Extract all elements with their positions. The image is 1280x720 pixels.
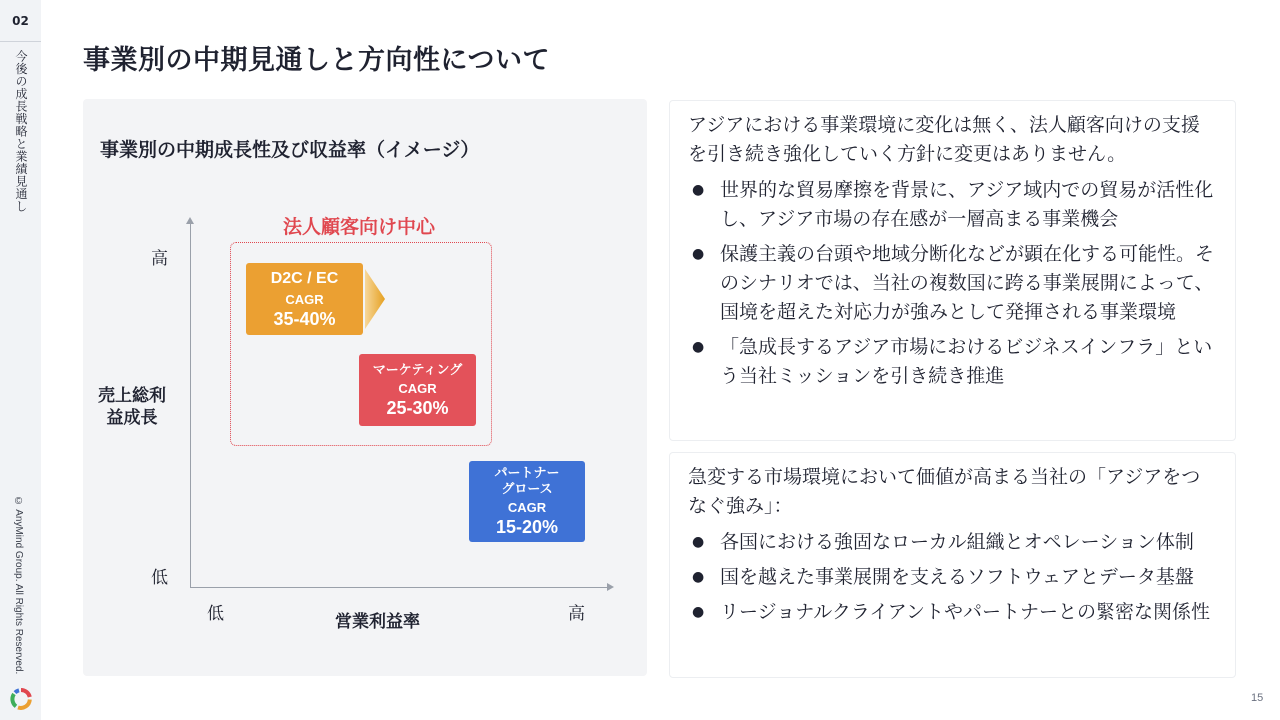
y-axis-low-label: 低: [151, 568, 168, 588]
segment-cagr: 35-40%: [273, 308, 336, 329]
y-axis: [190, 223, 191, 587]
y-axis-title: 売上総利益成長: [98, 386, 166, 428]
outlook-bullet-list: [688, 176, 1216, 391]
list-item: ● 国を越えた事業展開を支えるソフトウェアとデータ基盤: [688, 563, 1216, 592]
segment-metric: CAGR: [507, 500, 547, 515]
corporate-group-label: 法人顧客向け中心: [283, 216, 436, 238]
list-item: ● 世界的な貿易摩擦を背景に、アジア域内での貿易が活性化し、アジア市場の存在感が一層高まる事業機会: [688, 176, 1216, 234]
y-axis-high-label: 高: [151, 249, 168, 269]
list-item: ● 各国における強固なローカル組織とオペレーション体制: [688, 528, 1216, 557]
partner-growth-segment: [469, 461, 585, 542]
segment-cagr: 25-30%: [386, 398, 449, 418]
segment-name: マーケティング: [372, 362, 463, 377]
x-axis: [190, 587, 608, 588]
segment-name-line1: パートナー: [494, 465, 560, 480]
x-axis-low-label: 低: [207, 604, 224, 624]
section-title: 今後の成長戦略と業績見通し: [14, 50, 28, 213]
x-axis-high-label: 高: [568, 604, 585, 624]
copyright-text: © AnyMind Group. All Rights Reserved.: [13, 496, 24, 675]
slide-number: 02: [0, 0, 41, 42]
strengths-card: [669, 452, 1236, 678]
segment-metric: CAGR: [398, 381, 437, 396]
anymind-logo-icon: [10, 688, 32, 710]
list-item: ● 保護主義の台頭や地域分断化などが顕在化する可能性。そのシナリオでは、当社の複数国に跨る事業展開によって、国境を超えた対応力が強みとして発揮される事業環境: [688, 240, 1216, 327]
page-title: 事業別の中期見通しと方向性について: [83, 45, 550, 76]
strengths-bullet-list: [688, 528, 1216, 627]
x-axis-title: 営業利益率: [335, 612, 420, 632]
outlook-intro: アジアにおける事業環境に変化は無く、法人顧客向けの支援を引き続き強化していく方針に変更はありません。: [688, 114, 1200, 165]
strengths-intro: 急変する市場環境において価値が高まる当社の「アジアをつなぐ強み」：: [688, 466, 1201, 517]
page-number: 15: [1251, 692, 1264, 704]
chart-panel: [83, 99, 647, 676]
chart-title: 事業別の中期成長性及び収益率（イメージ）: [100, 139, 480, 161]
list-item: ● リージョナルクライアントやパートナーとの緊密な関係性: [688, 598, 1216, 627]
segment-cagr: 15-20%: [495, 517, 559, 537]
list-item: ● 「急成長するアジア市場におけるビジネスインフラ」という当社ミッションを引き続き推進: [688, 333, 1216, 391]
d2c-ec-segment: [246, 263, 363, 335]
sidebar: [0, 0, 41, 720]
segment-metric: CAGR: [285, 291, 324, 307]
segment-name: D2C / EC: [270, 269, 339, 287]
segment-name-line2: グロース: [501, 481, 553, 496]
marketing-segment: [359, 354, 476, 426]
outlook-card: [669, 100, 1236, 441]
